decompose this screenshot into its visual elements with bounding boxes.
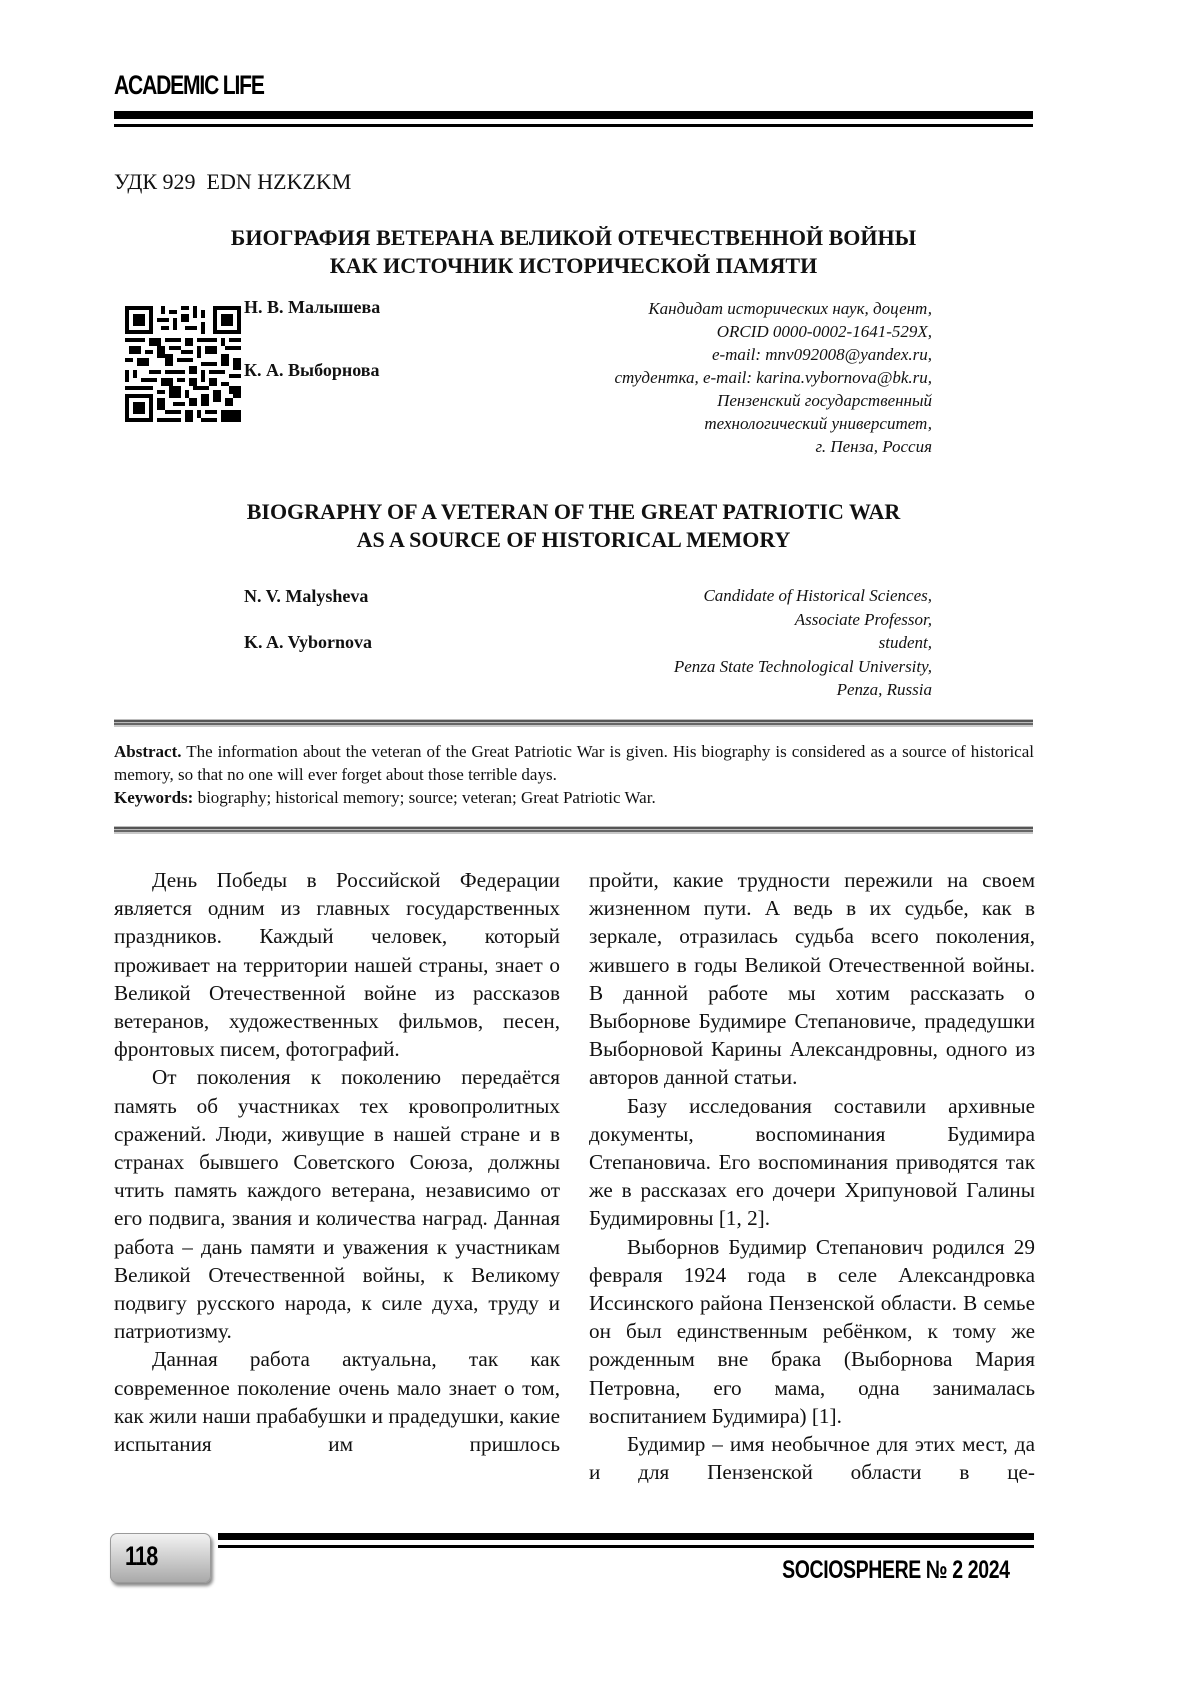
article-title-ru [114,224,1033,280]
qr-code-icon [125,306,241,422]
affiliation-en [674,584,932,702]
affiliation-line: student, [878,633,932,652]
abstract-block [114,740,1034,809]
section-label: ACADEMIC LIFE [114,70,264,100]
article-title-en [114,498,1033,554]
body-paragraph: Выборнов Будимир Степанович родился 29 февраля 1924 года в селе Александровка Иссинского района Пензенской области. В семье он был единственным ребёнком, к тому же рожденным вне брака (Выборнова Мария Петровна, его мама, одна занималась воспитанием Будимира) [1]. [589,1234,1035,1428]
page-number: 118 [125,1541,158,1571]
affiliation-line: г. Пенза, Россия [815,437,932,456]
abstract-top-rule [114,719,1033,727]
body-paragraph-continued: пройти, какие трудности пережили на своем жизненном пути. А ведь в их судьбе, как в зеркале, отразилась судьба всего поколения, жившего в годы Великой Отечественной войны. В данной работе мы хотим рассказать о Выборнове Будимире Степановиче, прадедушки Выборновой Карины Александровны, одного из авторов данной статьи. [589,868,1035,1090]
footer-rule-thick [218,1533,1034,1540]
abstract-bottom-rule [114,826,1033,834]
affiliation-line: Кандидат исторических наук, доцент, [648,299,932,318]
affiliation-line: Penza, Russia [836,680,932,699]
affiliation-line: Пензенский государственный [717,391,932,410]
abstract-text: The information about the veteran of the Great Patriotic War is given. His biography is considered as a source of historical memory, so that no one will ever forget about those terrible days. [114,742,1034,784]
author-name-en: N. V. Malysheva [244,586,369,606]
affiliation-line: Candidate of Historical Sciences, [703,586,932,605]
author-name-en: K. A. Vybornova [244,632,373,652]
keywords-text: biography; historical memory; source; veteran; Great Patriotic War. [193,788,656,807]
body-paragraph: От поколения к поколению передаётся память об участниках тех кровопролитных сражений. Люди, живущие в нашей стране и в странах бывшего Советского Союза, должны чтить память каждого ветерана, независимо от его подвига, звания и количества наград. Данная работа – дань памяти и уважения к участникам Великой Отечественной войны, к Великому подвигу русского народа, к силе духа, труду и патриотизму. [114,1065,560,1344]
abstract-label: Abstract. [114,742,182,761]
journal-issue: SOCIOSPHERE № 2 2024 [782,1556,1010,1584]
author-name-ru: Н. В. Малышева [244,297,381,317]
body-right-column [589,866,1035,1486]
affiliation-line: технологический университет, [704,414,932,433]
keywords-paragraph [114,786,1034,809]
affiliation-line: Penza State Technological University, [673,656,932,676]
title-ru-line: БИОГРАФИЯ ВЕТЕРАНА ВЕЛИКОЙ ОТЕЧЕСТВЕННОЙ ВОЙНЫ [230,225,917,250]
body-paragraph: Базу исследования составили архивные документы, воспоминания Будимира Степановича. Его воспоминания приводятся так же в рассказах его дочери Хрипуновой Галины Будимировны [1, 2]. [589,1093,1035,1231]
author-name-ru: К. А. Выборнова [244,360,380,380]
abstract-paragraph [114,740,1034,786]
body-paragraph: Будимир – имя необычное для этих мест, да и для Пензенской области в це- [589,1432,1035,1485]
email-link[interactable]: e-mail: mnv092008@yandex.ru, [711,345,932,364]
udk-edn-code: УДК 929 EDN HZKZKM [114,169,352,194]
body-paragraph: День Победы в Российской Федерации является одним из главных государственных праздников. Каждый человек, который проживает на территории нашей страны, знает о Великой Отечественной войне из рассказов ветеранов, художественных фильмов, песен, фронтовых писем, фотографий. [114,868,560,1062]
affiliation-ru [614,297,932,458]
body-paragraph: Данная работа актуальна, так как современное поколение очень мало знает о том, как жили наши прабабушки и прадедушки, какие испытания им пришлось [114,1347,560,1457]
footer-rule-thin [218,1545,1034,1548]
affiliation-line: ORCID 0000-0002-1641-529X, [716,322,932,341]
title-en-line: AS A SOURCE OF HISTORICAL MEMORY [356,527,791,552]
keywords-label: Keywords: [114,788,194,807]
header-rule-thick [114,111,1033,119]
email-link[interactable]: студентка, e-mail: karina.vybornova@bk.ru, [614,368,932,387]
title-en-line: BIOGRAPHY OF A VETERAN OF THE GREAT PATRIOTIC WAR [246,499,901,524]
body-left-column [114,866,560,1458]
title-ru-line: КАК ИСТОЧНИК ИСТОРИЧЕСКОЙ ПАМЯТИ [329,253,818,278]
affiliation-line: Associate Professor, [794,609,932,629]
header-rule-thin [114,124,1033,127]
